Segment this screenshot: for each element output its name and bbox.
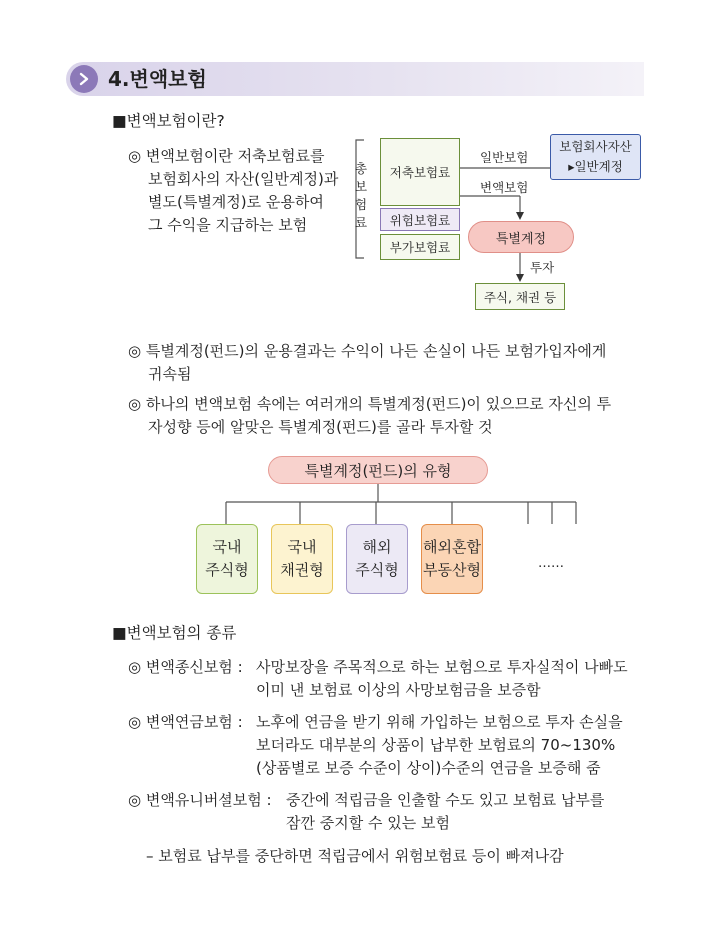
para1-line4: 그 수익을 지급하는 보험 bbox=[148, 216, 308, 234]
total-premium-label: 총보험료 bbox=[354, 161, 368, 230]
para1-line1: ◎ 변액보험이란 저축보험료를 bbox=[128, 147, 325, 165]
para3-line1: ◎ 하나의 변액보험 속에는 여러개의 특별계정(펀드)이 있으므로 자신의 투 bbox=[128, 395, 612, 413]
risk-premium-box: 위험보험료 bbox=[380, 208, 460, 231]
variable-insurance-label: 변액보험 bbox=[480, 180, 529, 195]
type1-label: ◎ 변액종신보험 : bbox=[128, 658, 243, 676]
para1-line3: 별도(특별계정)로 운용하여 bbox=[148, 193, 324, 211]
para2-line1: ◎ 특별계정(펀드)의 운용결과는 수익이 나든 손실이 나든 보험가입자에게 bbox=[128, 342, 607, 360]
fund-label: 국내 bbox=[287, 538, 317, 556]
more-funds-ellipsis: …… bbox=[538, 556, 564, 571]
fund-label: 국내 bbox=[212, 538, 242, 556]
para2-line2: 귀속됨 bbox=[148, 365, 192, 383]
fund-label: 해외 bbox=[362, 538, 392, 556]
type3-line2: 잠깐 중지할 수 있는 보험 bbox=[286, 814, 450, 832]
fund-label: 주식형 bbox=[205, 561, 249, 579]
para1-line2: 보험회사의 자산(일반계정)과 bbox=[148, 170, 339, 188]
special-account-box: 특별계정 bbox=[468, 221, 574, 253]
company-assets-title: 보험회사자산 bbox=[559, 139, 632, 154]
para3-line2: 자성향 등에 알맞은 특별계정(펀드)를 골라 투자할 것 bbox=[148, 418, 493, 436]
savings-premium-box: 저축보험료 bbox=[380, 138, 460, 206]
type3-line1: 중간에 적립금을 인출할 수도 있고 보험료 납부를 bbox=[286, 791, 605, 809]
extra-premium-box: 부가보험료 bbox=[380, 234, 460, 260]
fund-tree-lines bbox=[200, 480, 600, 530]
type3-label: ◎ 변액유니버셜보험 : bbox=[128, 791, 272, 809]
section-title: 4.변액보험 bbox=[108, 67, 207, 91]
type2-line2: 보더라도 대부분의 상품이 납부한 보험료의 70~130% bbox=[256, 736, 616, 754]
general-insurance-label: 일반보험 bbox=[480, 150, 529, 165]
heading-what-is: ■변액보험이란? bbox=[112, 112, 225, 130]
fund-label: 채권형 bbox=[280, 561, 324, 579]
fund-box-overseas-mixed bbox=[421, 524, 483, 594]
fund-types-title: 특별계정(펀드)의 유형 bbox=[268, 456, 488, 484]
company-assets-box bbox=[550, 134, 641, 180]
type1-line2: 이미 낸 보험료 이상의 사망보험금을 보증함 bbox=[256, 681, 541, 699]
fund-box-overseas-stock bbox=[346, 524, 408, 594]
type2-label: ◎ 변액연금보험 : bbox=[128, 713, 243, 731]
fund-box-domestic-stock bbox=[196, 524, 258, 594]
stocks-bonds-box: 주식, 채권 등 bbox=[475, 283, 565, 310]
general-account-label: ▸일반계정 bbox=[568, 159, 623, 174]
type1-line1: 사망보장을 주목적으로 하는 보험으로 투자실적이 나빠도 bbox=[256, 658, 628, 676]
fund-label: 주식형 bbox=[355, 561, 399, 579]
invest-label: 투자 bbox=[530, 260, 555, 275]
fund-label: 부동산형 bbox=[423, 561, 481, 579]
heading-types: ■변액보험의 종류 bbox=[112, 624, 237, 642]
type2-line3: (상품별로 보증 수준이 상이)수준의 연금을 보증해 줌 bbox=[256, 759, 601, 777]
fund-box-domestic-bond bbox=[271, 524, 333, 594]
fund-label: 해외혼합 bbox=[423, 538, 481, 556]
withdrawal-note: – 보험료 납부를 중단하면 적립금에서 위험보험료 등이 빠져나감 bbox=[146, 847, 564, 865]
arrow-circle-icon bbox=[70, 65, 98, 93]
type2-line1: 노후에 연금을 받기 위해 가입하는 보험으로 투자 손실을 bbox=[256, 713, 623, 731]
